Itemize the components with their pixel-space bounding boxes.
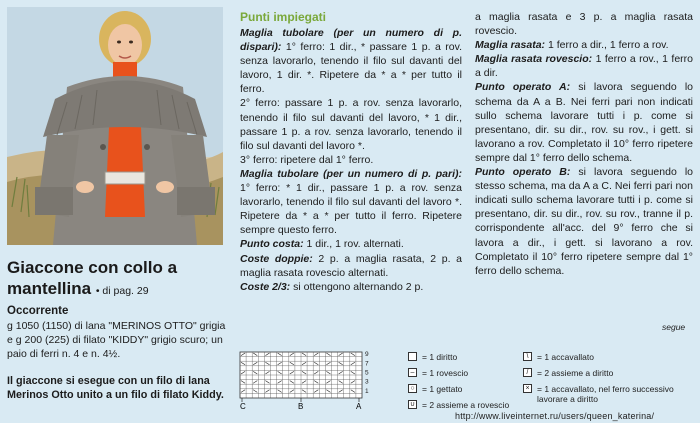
legend-item-purl-two: ∪ = 2 assieme a rovescio: [409, 400, 510, 410]
materials-heading: Occorrente: [7, 305, 69, 317]
stitch-text: 1° ferro: * 1 dir., passare 1 p. a rov. senza lavorarlo, tenendo il filo sul davanti del lavoro *. Ripetere da * a * per tutto il ferro. Ripetere sempre questo ferro.: [240, 182, 462, 237]
page-reference: • di pag. 29: [95, 285, 149, 297]
stitch-text: 2° ferro: passare 1 p. a rov. senza lavorarlo, tenendo il filo sul davanti del lavoro, * 1 dir., passare 1 p. a rov. senza lavorarlo, tenendo il filo sul davanti del lavoro *.: [240, 97, 462, 152]
chart-letter-b: B: [298, 402, 304, 411]
stitch-text: si lavora seguendo lo schema da A a B. Nei ferri pari non indicati sullo schema lavorare tutti i p. come si presentano, dir. su dir., rov. su rov., i gett. si lavorano a rov. Completato il 10° ferro ripetere sempre dal 1° ferro dello schema.: [475, 81, 693, 164]
stitch-pattern-b: [475, 165, 693, 278]
watermark-url: http://www.liveinternet.ru/users/queen_katerina/: [455, 411, 655, 421]
knit-symbol-icon: [408, 352, 417, 361]
model-photo: [7, 7, 223, 245]
stitch-rib-2-3-cont: [475, 10, 693, 38]
stitches-column: [240, 10, 462, 294]
stitch-text: 1° ferro: 1 dir., * passare 1 p. a rov. senza lavorarlo, tenendo il filo sul davanti del lavoro, 1 dir. *. Ripetere da * a * per tutto il ferro.: [240, 41, 462, 96]
continued-note: segue: [662, 322, 686, 332]
materials-note: Il giaccone si esegue con un filo di lana Merinos Otto unito a un filo di filato Kiddy.: [7, 375, 224, 402]
stitch-stockinette: [475, 38, 693, 52]
chart-letter-c: C: [240, 402, 246, 411]
stitch-rib: [240, 237, 462, 251]
chart-row-number: 1: [365, 387, 369, 395]
stitch-text: a maglia rasata e 3 p. a maglia rasata rovescio.: [475, 11, 693, 38]
stitch-row-3: [240, 153, 462, 167]
stitch-pattern-a: [475, 80, 693, 165]
stitch-text: 1 ferro a rov., 1 ferro a dir.: [475, 53, 693, 80]
chart-grid: [232, 350, 382, 412]
stitch-label: Coste doppie:: [240, 252, 313, 265]
knit-two-symbol-icon: /: [523, 368, 532, 377]
purl-symbol-icon: –: [408, 368, 417, 377]
legend-item-slip-over: \ = 1 accavallato: [523, 352, 594, 362]
stitch-label: Maglia rasata:: [475, 39, 546, 52]
chart-row-number: 9: [365, 351, 369, 359]
stitches-heading: Punti impiegati: [240, 10, 327, 24]
stitch-label: Punto costa:: [240, 238, 304, 251]
stitch-text: si lavora seguendo lo stesso schema, ma da A a C. Nei ferri pari non indicati sullo schema lavorare tutti i p. come si presentano, dir. su dir., rov. su rov., tranne il p. corrispondente all'acc. del 9° ferro che si lavora a dir., i gett. si lavorano a rov. Completato il 10° ferro ripetere sempre dal 1° ferro dello schema.: [475, 166, 693, 277]
legend-item-knit: = 1 diritto: [408, 352, 457, 362]
chart-letter-a: A: [356, 402, 362, 411]
slip-over-x-symbol-icon: ×: [523, 384, 532, 393]
legend-item-purl: – = 1 rovescio: [408, 368, 468, 378]
stitch-text: 1 dir., 1 rov. alternati.: [306, 238, 404, 251]
legend-item-yarn-over: ○ = 1 gettato: [408, 384, 462, 394]
chart-row-number: 5: [365, 369, 369, 377]
stitch-rib-2-3: [240, 280, 462, 294]
stitch-label: Maglia tubolare (per un numero di p. dispari):: [240, 27, 462, 54]
knitting-chart: [232, 350, 382, 412]
legend-item-slip-over-next: × = 1 accavallato, nel ferro successivo lavorare a diritto: [523, 384, 687, 404]
stitch-text: 2 p. a maglia rasata, 2 p. a maglia rasata rovescio alternati.: [240, 252, 462, 279]
chart-row-number: 7: [365, 360, 369, 368]
title-text: Giaccone con collo a mantellina: [7, 258, 178, 298]
stitch-tubular-even: [240, 167, 462, 237]
stitch-label: Maglia rasata rovescio:: [475, 53, 593, 66]
stitch-label: Coste 2/3:: [240, 280, 291, 293]
yarn-over-symbol-icon: ○: [408, 384, 417, 393]
stitch-double-rib: [240, 252, 462, 280]
chart-row-number: 3: [365, 378, 369, 386]
pattern-title: [7, 257, 227, 302]
stitch-label: Maglia tubolare (per un numero di p. pari):: [240, 167, 462, 180]
purl-two-symbol-icon: ∪: [409, 401, 416, 408]
stitch-reverse-stockinette: [475, 52, 693, 80]
stitch-row-2: [240, 96, 462, 152]
stitch-label: Punto operato B:: [475, 166, 571, 179]
stitch-text: si ottengono alternando 2 p.: [293, 280, 424, 293]
slip-over-symbol-icon: \: [523, 352, 532, 361]
stitch-text: 1 ferro a dir., 1 ferro a rov.: [547, 39, 669, 52]
stitch-tubular-odd: [240, 26, 462, 96]
stitch-text: 3° ferro: ripetere dal 1° ferro.: [240, 153, 374, 166]
legend-item-knit-two: / = 2 assieme a diritto: [523, 368, 613, 378]
stitch-label: Punto operato A:: [475, 81, 571, 94]
stitches-column-continued: [475, 10, 693, 278]
materials-text: g 1050 (1150) di lana "MERINOS OTTO" grigia e g 200 (225) di filato "KIDDY" grigio scuro; un paio di ferri n. 4 e n. 4½.: [7, 320, 226, 360]
chart-legend: [408, 352, 698, 414]
